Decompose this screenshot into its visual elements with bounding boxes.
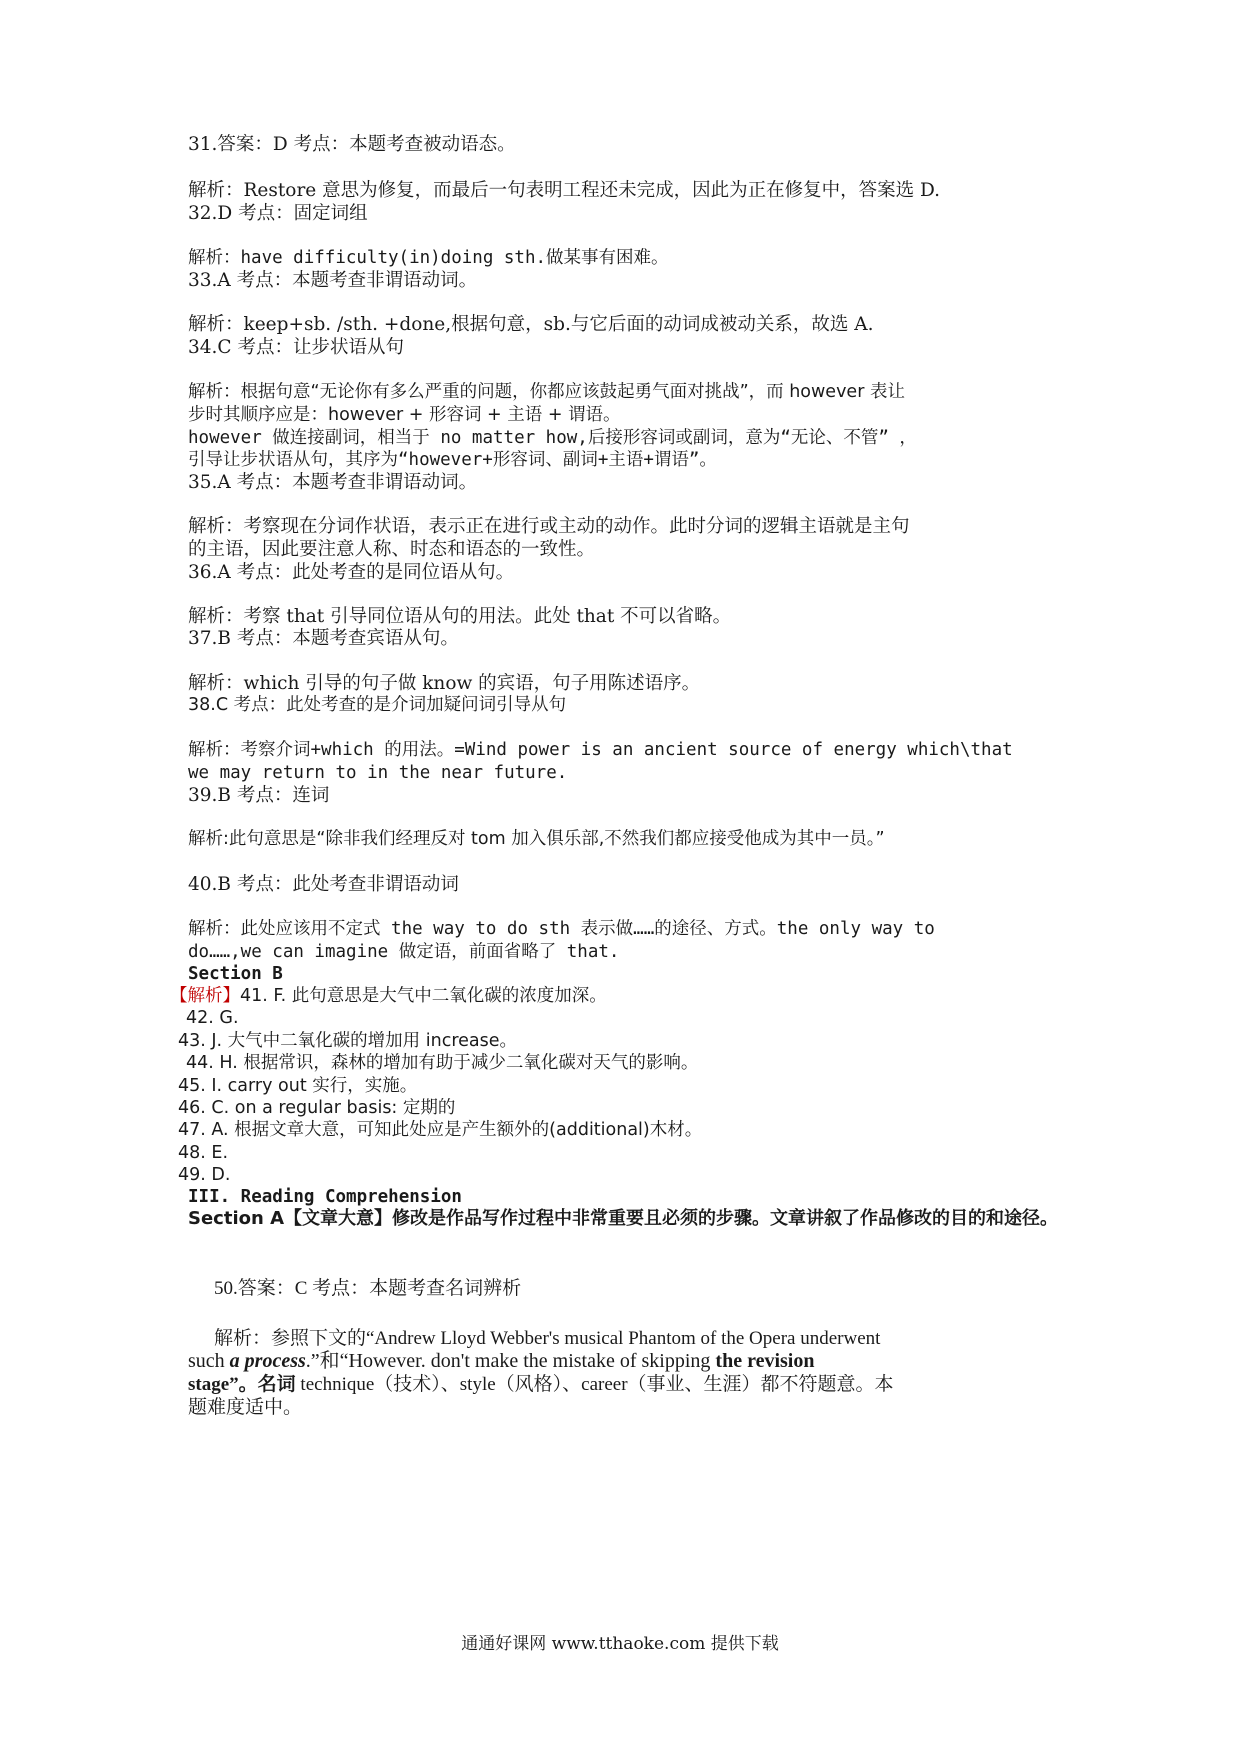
section-a-summary: Section A【文章大意】修改是作品写作过程中非常重要且必须的步骤。文章讲叙了作品修改的目的和途径。 <box>188 1208 1058 1229</box>
q35-explanation-1: 解析：考察现在分词作状语，表示正在进行或主动的动作。此时分词的逻辑主语就是主句 <box>188 516 910 537</box>
q40-explanation-2: do……,we can imagine 做定语，前面省略了 that. <box>188 942 620 962</box>
emphasis-revision: the revision <box>715 1350 815 1372</box>
q31-answer: 31.答案：D 考点：本题考查被动语态。 <box>188 134 516 155</box>
q36-explanation: 解析：考察 that 引导同位语从句的用法。此处 that 不可以省略。 <box>188 606 732 627</box>
section-b-item-44: 44. H. 根据常识，森林的增加有助于减少二氧化碳对天气的影响。 <box>186 1053 699 1073</box>
q50-explanation-4: 题难度适中。 <box>188 1397 303 1418</box>
choices-note: technique（技术）、style（风格）、career（事业、生涯）都不符题意。本 <box>295 1374 894 1395</box>
section-b-item-42: 42. G. <box>186 1008 239 1028</box>
q31-explanation: 解析：Restore 意思为修复，而最后一句表明工程还未完成，因此为正在修复中，答案选 D. <box>188 180 941 201</box>
emphasis-a-process: a process <box>229 1350 306 1372</box>
q38-explanation-2: we may return to in the near future. <box>188 763 568 783</box>
quote-middle: .”和“However. don't make the mistake of skipping <box>305 1350 716 1372</box>
section-b-item-43: 43. J. 大气中二氧化碳的增加用 increase。 <box>178 1031 518 1051</box>
reading-comprehension-heading: III. Reading Comprehension <box>188 1187 462 1207</box>
section-b-item-47: 47. A. 根据文章大意，可知此处应是产生额外的(additional)木材。 <box>178 1120 703 1140</box>
q34-explanation-2: 步时其顺序应是：however + 形容词 + 主语 + 谓语。 <box>188 405 621 425</box>
q38-explanation-1: 解析：考察介词+which 的用法。=Wind power is an ancient source of energy which\that <box>188 740 1013 760</box>
q39-answer: 39.B 考点：连词 <box>188 785 330 806</box>
q32-explanation: 解析：have difficulty(in)doing sth.做某事有困难。 <box>188 248 669 268</box>
q34-answer: 34.C 考点：让步状语从句 <box>188 337 404 358</box>
item-41-text: 41. F. 此句意思是大气中二氧化碳的浓度加深。 <box>240 986 607 1006</box>
q34-explanation-3: however 做连接副词，相当于 no matter how,后接形容词或副词，意为“无论、不管” ， <box>188 428 917 448</box>
noun-label: ”。名词 <box>229 1374 296 1395</box>
q34-explanation-4: 引导让步状语从句，其序为“however+形容词、副词+主语+谓语”。 <box>188 450 717 470</box>
q33-answer: 33.A 考点：本题考查非谓语动词。 <box>188 270 478 291</box>
q35-answer: 35.A 考点：本题考查非谓语动词。 <box>188 472 478 493</box>
q40-answer: 40.B 考点：此处考查非谓语动词 <box>188 874 459 895</box>
q35-explanation-2: 的主语，因此要注意人称、时态和语态的一致性。 <box>188 539 596 560</box>
emphasis-stage: stage <box>188 1374 230 1395</box>
q50-answer: 50.答案：C 考点：本题考查名词辨析 <box>214 1278 522 1299</box>
section-b-item-48: 48. E. <box>178 1143 229 1163</box>
page-footer: 通通好课网 www.tthaoke.com 提供下载 <box>461 1634 779 1654</box>
section-b-item-49: 49. D. <box>178 1165 231 1185</box>
q50-explanation-2 <box>188 1349 1058 1374</box>
explanation-tag: 【解析】 <box>170 986 240 1006</box>
q38-answer: 38.C 考点：此处考查的是介词加疑问词引导从句 <box>188 695 567 715</box>
q39-explanation: 解析:此句意思是“除非我们经理反对 tom 加入俱乐部,不然我们都应接受他成为其中一员。” <box>188 829 885 849</box>
q32-answer: 32.D 考点：固定词组 <box>188 203 368 224</box>
section-b-item-46: 46. C. on a regular basis: 定期的 <box>178 1098 456 1118</box>
q40-explanation-1: 解析：此处应该用不定式 the way to do sth 表示做……的途径、方式。the only way to <box>188 919 935 939</box>
q33-explanation: 解析：keep+sb. /sth. +done,根据句意，sb.与它后面的动词成被动关系，故选 A. <box>188 314 874 335</box>
section-b-heading: Section B <box>188 964 283 984</box>
q50-explanation-1: 解析：参照下文的“Andrew Lloyd Webber's musical Phantom of the Opera underwent <box>214 1328 881 1349</box>
quote-prefix: such <box>188 1350 230 1372</box>
q34-explanation-1: 解析：根据句意“无论你有多么严重的问题，你都应该鼓起勇气面对挑战”，而 however 表让 <box>188 382 905 402</box>
q37-explanation: 解析：which 引导的句子做 know 的宾语，句子用陈述语序。 <box>188 673 701 694</box>
q50-explanation-3 <box>188 1372 1058 1397</box>
q37-answer: 37.B 考点：本题考查宾语从句。 <box>188 628 459 649</box>
section-b-item-45: 45. I. carry out 实行，实施。 <box>178 1076 418 1096</box>
q36-answer: 36.A 考点：此处考查的是同位语从句。 <box>188 562 515 583</box>
